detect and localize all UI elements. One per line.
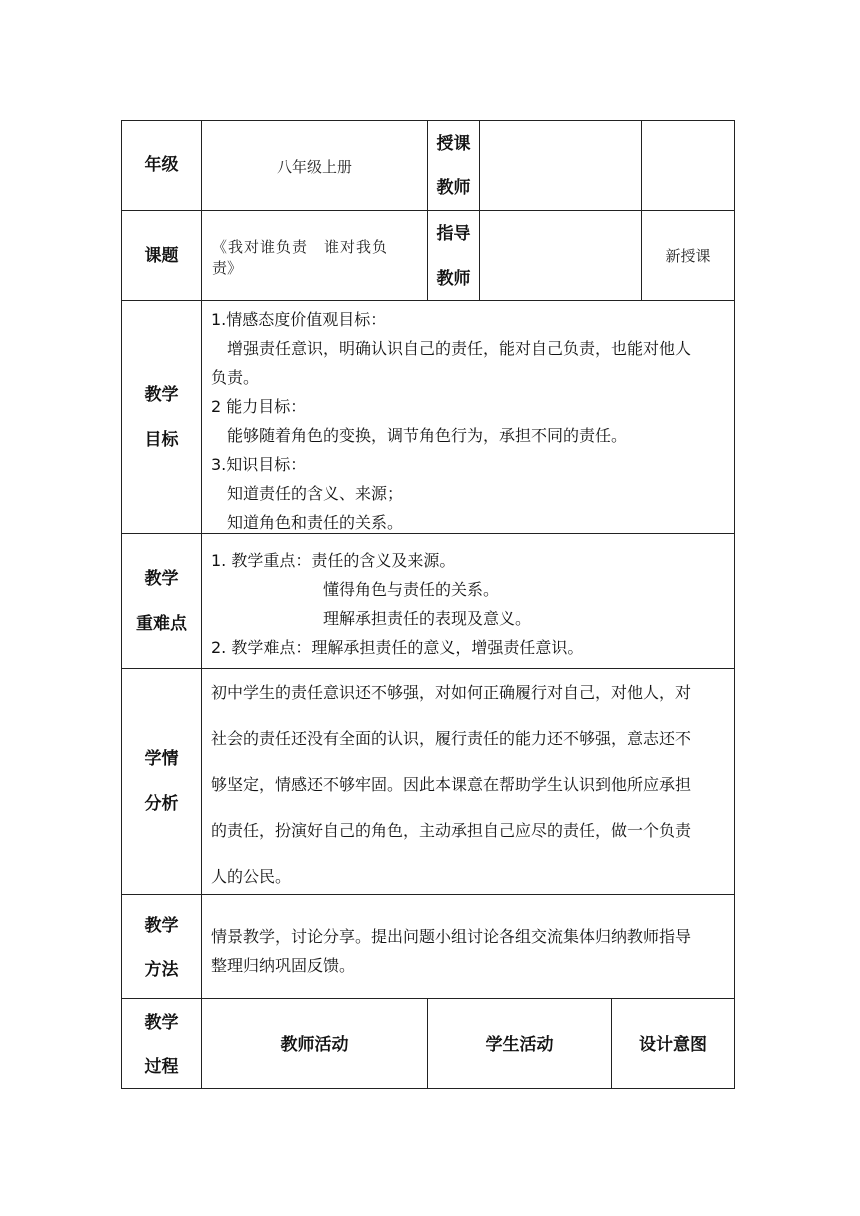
teacher-name-field (480, 121, 641, 210)
column-header-teacher-activity: 教师活动 (280, 1035, 349, 1055)
guide-name-field (480, 211, 641, 300)
goal-line: 3.知识目标： (211, 455, 307, 474)
analysis-line: 社会的责任还没有全面的认识，履行责任的能力还不够强，意志还不 (211, 729, 692, 748)
table-border-bottom (121, 1088, 735, 1089)
methods-label-line2: 方法 (144, 960, 179, 980)
keypoint-line: 懂得角色与责任的关系。 (323, 580, 500, 599)
keypoint-line: 理解承担责任的表现及意义。 (323, 609, 532, 628)
goal-line: 负责。 (211, 368, 260, 387)
analysis-line: 的责任，扮演好自己的角色，主动承担自己应尽的责任，做一个负责 (211, 821, 692, 840)
keypoint-line: 2. 教学难点：理解承担责任的意义，增强责任意识。 (211, 638, 584, 657)
row-divider (121, 668, 735, 669)
methods-content (211, 922, 731, 980)
analysis-label-line2: 分析 (144, 794, 179, 814)
column-header-design-intent: 设计意图 (639, 1035, 707, 1055)
goal-line: 能够随着角色的变换，调节角色行为，承担不同的责任。 (211, 426, 628, 445)
goals-label-line2: 目标 (144, 430, 179, 450)
grade-label: 年级 (144, 155, 179, 175)
analysis-label-line1: 学情 (144, 749, 179, 769)
process-label-line2: 过程 (144, 1057, 179, 1077)
topic-value-line1: 《我对谁负责 谁对我负 (212, 238, 389, 256)
keypoints-content (211, 546, 731, 662)
guide-label-line2: 教师 (436, 269, 471, 289)
methods-line: 整理归纳巩固反馈。 (211, 956, 356, 975)
goal-line: 2 能力目标： (211, 397, 307, 416)
goals-label-line1: 教学 (144, 385, 179, 405)
goal-line: 1.情感态度价值观目标： (211, 310, 387, 329)
topic-value-line2: 责》 (212, 259, 243, 277)
analysis-line: 人的公民。 (211, 867, 292, 886)
keypoint-line: 1. 教学重点：责任的含义及来源。 (211, 551, 456, 570)
topic-label: 课题 (144, 246, 179, 266)
column-divider (201, 120, 202, 1089)
row-divider (121, 998, 735, 999)
goal-line: 增强责任意识，明确认识自己的责任，能对自己负责，也能对他人 (211, 339, 692, 358)
keypoints-label-line1: 教学 (144, 569, 179, 589)
analysis-content (211, 670, 731, 900)
guide-label-line1: 指导 (436, 224, 471, 244)
grade-value: 八年级上册 (276, 158, 352, 176)
lesson-type: 新授课 (665, 247, 711, 265)
table-border-right (734, 120, 735, 1089)
methods-label-line1: 教学 (144, 916, 179, 936)
analysis-line: 初中学生的责任意识还不够强，对如何正确履行对自己，对他人，对 (211, 683, 692, 702)
extra-field (642, 121, 734, 210)
goals-content (211, 305, 731, 537)
teacher-label-line1: 授课 (436, 134, 471, 154)
goal-line: 知道角色和责任的关系。 (211, 513, 404, 532)
teacher-label-line2: 教师 (436, 178, 471, 198)
methods-line: 情景教学，讨论分享。提出问题小组讨论各组交流集体归纳教师指导 (211, 927, 692, 946)
column-header-student-activity: 学生活动 (485, 1035, 554, 1055)
keypoints-label-line2: 重难点 (136, 614, 187, 634)
goal-line: 知道责任的含义、来源； (211, 484, 404, 503)
analysis-line: 够坚定，情感还不够牢固。因此本课意在帮助学生认识到他所应承担 (211, 775, 692, 794)
process-label-line1: 教学 (144, 1013, 179, 1033)
